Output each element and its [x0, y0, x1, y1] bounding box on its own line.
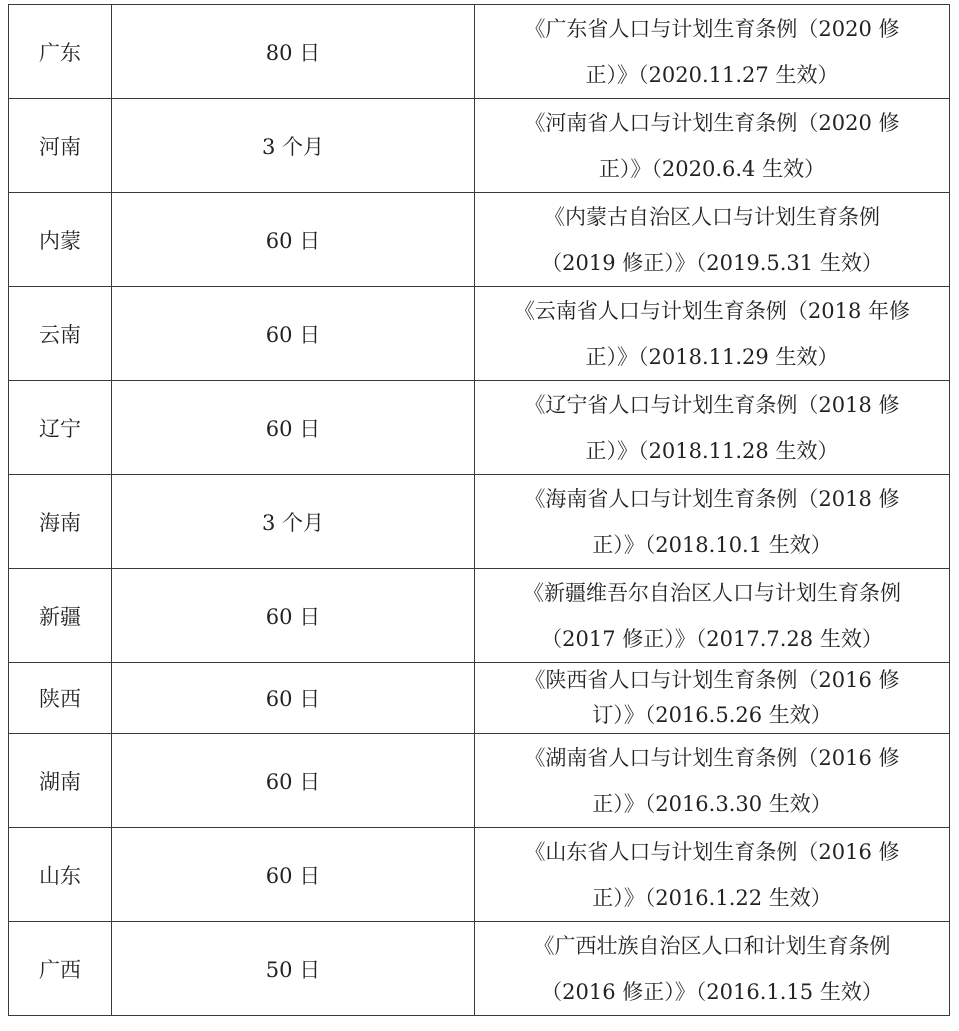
- table-row: [9, 828, 950, 922]
- regulation-text-line: 《广西壮族自治区人口和计划生育条例: [533, 933, 891, 958]
- table-row: [9, 734, 950, 828]
- table-row: [9, 922, 950, 1016]
- region-cell: 河南: [9, 99, 112, 193]
- table-row: [9, 569, 950, 663]
- regulation-text-line: 《陕西省人口与计划生育条例（2016 修: [524, 668, 900, 692]
- regulation-text-line: 正）》（2018.10.1 生效）: [592, 532, 832, 557]
- regulation-cell: [475, 5, 950, 99]
- region-cell: 山东: [9, 828, 112, 922]
- table-row: [9, 663, 950, 734]
- leave-duration-cell: 60 日: [112, 569, 475, 663]
- leave-duration-cell: 3 个月: [112, 475, 475, 569]
- regulation-text-line: 《辽宁省人口与计划生育条例（2018 修: [524, 392, 900, 417]
- maternity-leave-table: [8, 4, 950, 1016]
- leave-duration-cell: 60 日: [112, 287, 475, 381]
- regulation-cell: [475, 99, 950, 193]
- region-cell: 辽宁: [9, 381, 112, 475]
- region-cell: 海南: [9, 475, 112, 569]
- region-cell: 内蒙: [9, 193, 112, 287]
- regulation-text-line: 订）》（2016.5.26 生效）: [592, 703, 832, 727]
- region-cell: 湖南: [9, 734, 112, 828]
- regulation-text-line: （2019 修正）》（2019.5.31 生效）: [541, 250, 883, 275]
- regulation-text-line: 正）》（2018.11.28 生效）: [585, 438, 839, 463]
- region-cell: 陕西: [9, 663, 112, 734]
- regulation-text-line: 《云南省人口与计划生育条例（2018 年修: [513, 298, 911, 323]
- regulation-text-line: 《海南省人口与计划生育条例（2018 修: [524, 486, 900, 511]
- leave-duration-cell: 60 日: [112, 381, 475, 475]
- table-row: [9, 193, 950, 287]
- table-row: [9, 475, 950, 569]
- leave-duration-cell: 60 日: [112, 734, 475, 828]
- regulation-cell: [475, 381, 950, 475]
- regulation-cell: [475, 663, 950, 734]
- regulation-text-line: 《河南省人口与计划生育条例（2020 修: [524, 110, 900, 135]
- regulation-text-line: 正）》（2016.1.22 生效）: [592, 885, 832, 910]
- regulation-text-line: 《广东省人口与计划生育条例（2020 修: [524, 16, 900, 41]
- region-cell: 云南: [9, 287, 112, 381]
- regulation-cell: [475, 569, 950, 663]
- table-row: [9, 381, 950, 475]
- region-cell: 广西: [9, 922, 112, 1016]
- table-body: [9, 5, 950, 1016]
- regulation-text-line: 正）》（2020.11.27 生效）: [585, 62, 839, 87]
- table-row: [9, 287, 950, 381]
- leave-duration-cell: 60 日: [112, 193, 475, 287]
- regulation-text-line: （2016 修正）》（2016.1.15 生效）: [541, 979, 883, 1004]
- leave-duration-cell: 60 日: [112, 663, 475, 734]
- region-cell: 广东: [9, 5, 112, 99]
- regulation-text-line: 《新疆维吾尔自治区人口与计划生育条例: [523, 580, 901, 605]
- leave-duration-cell: 50 日: [112, 922, 475, 1016]
- regulation-text-line: 《湖南省人口与计划生育条例（2016 修: [524, 745, 900, 770]
- regulation-cell: [475, 287, 950, 381]
- regulation-cell: [475, 193, 950, 287]
- leave-duration-cell: 3 个月: [112, 99, 475, 193]
- regulation-cell: [475, 922, 950, 1016]
- region-cell: 新疆: [9, 569, 112, 663]
- table-row: [9, 5, 950, 99]
- regulation-text-line: 《山东省人口与计划生育条例（2016 修: [524, 839, 900, 864]
- regulation-text-line: 正）》（2018.11.29 生效）: [585, 344, 839, 369]
- regulation-cell: [475, 475, 950, 569]
- regulation-text-line: 《内蒙古自治区人口与计划生育条例: [544, 204, 880, 229]
- regulation-text-line: 正）》（2016.3.30 生效）: [592, 791, 832, 816]
- regulation-text-line: 正）》（2020.6.4 生效）: [598, 156, 826, 181]
- regulation-cell: [475, 828, 950, 922]
- regulation-cell: [475, 734, 950, 828]
- leave-duration-cell: 60 日: [112, 828, 475, 922]
- regulation-text-line: （2017 修正）》（2017.7.28 生效）: [541, 626, 883, 651]
- leave-duration-cell: 80 日: [112, 5, 475, 99]
- table-row: [9, 99, 950, 193]
